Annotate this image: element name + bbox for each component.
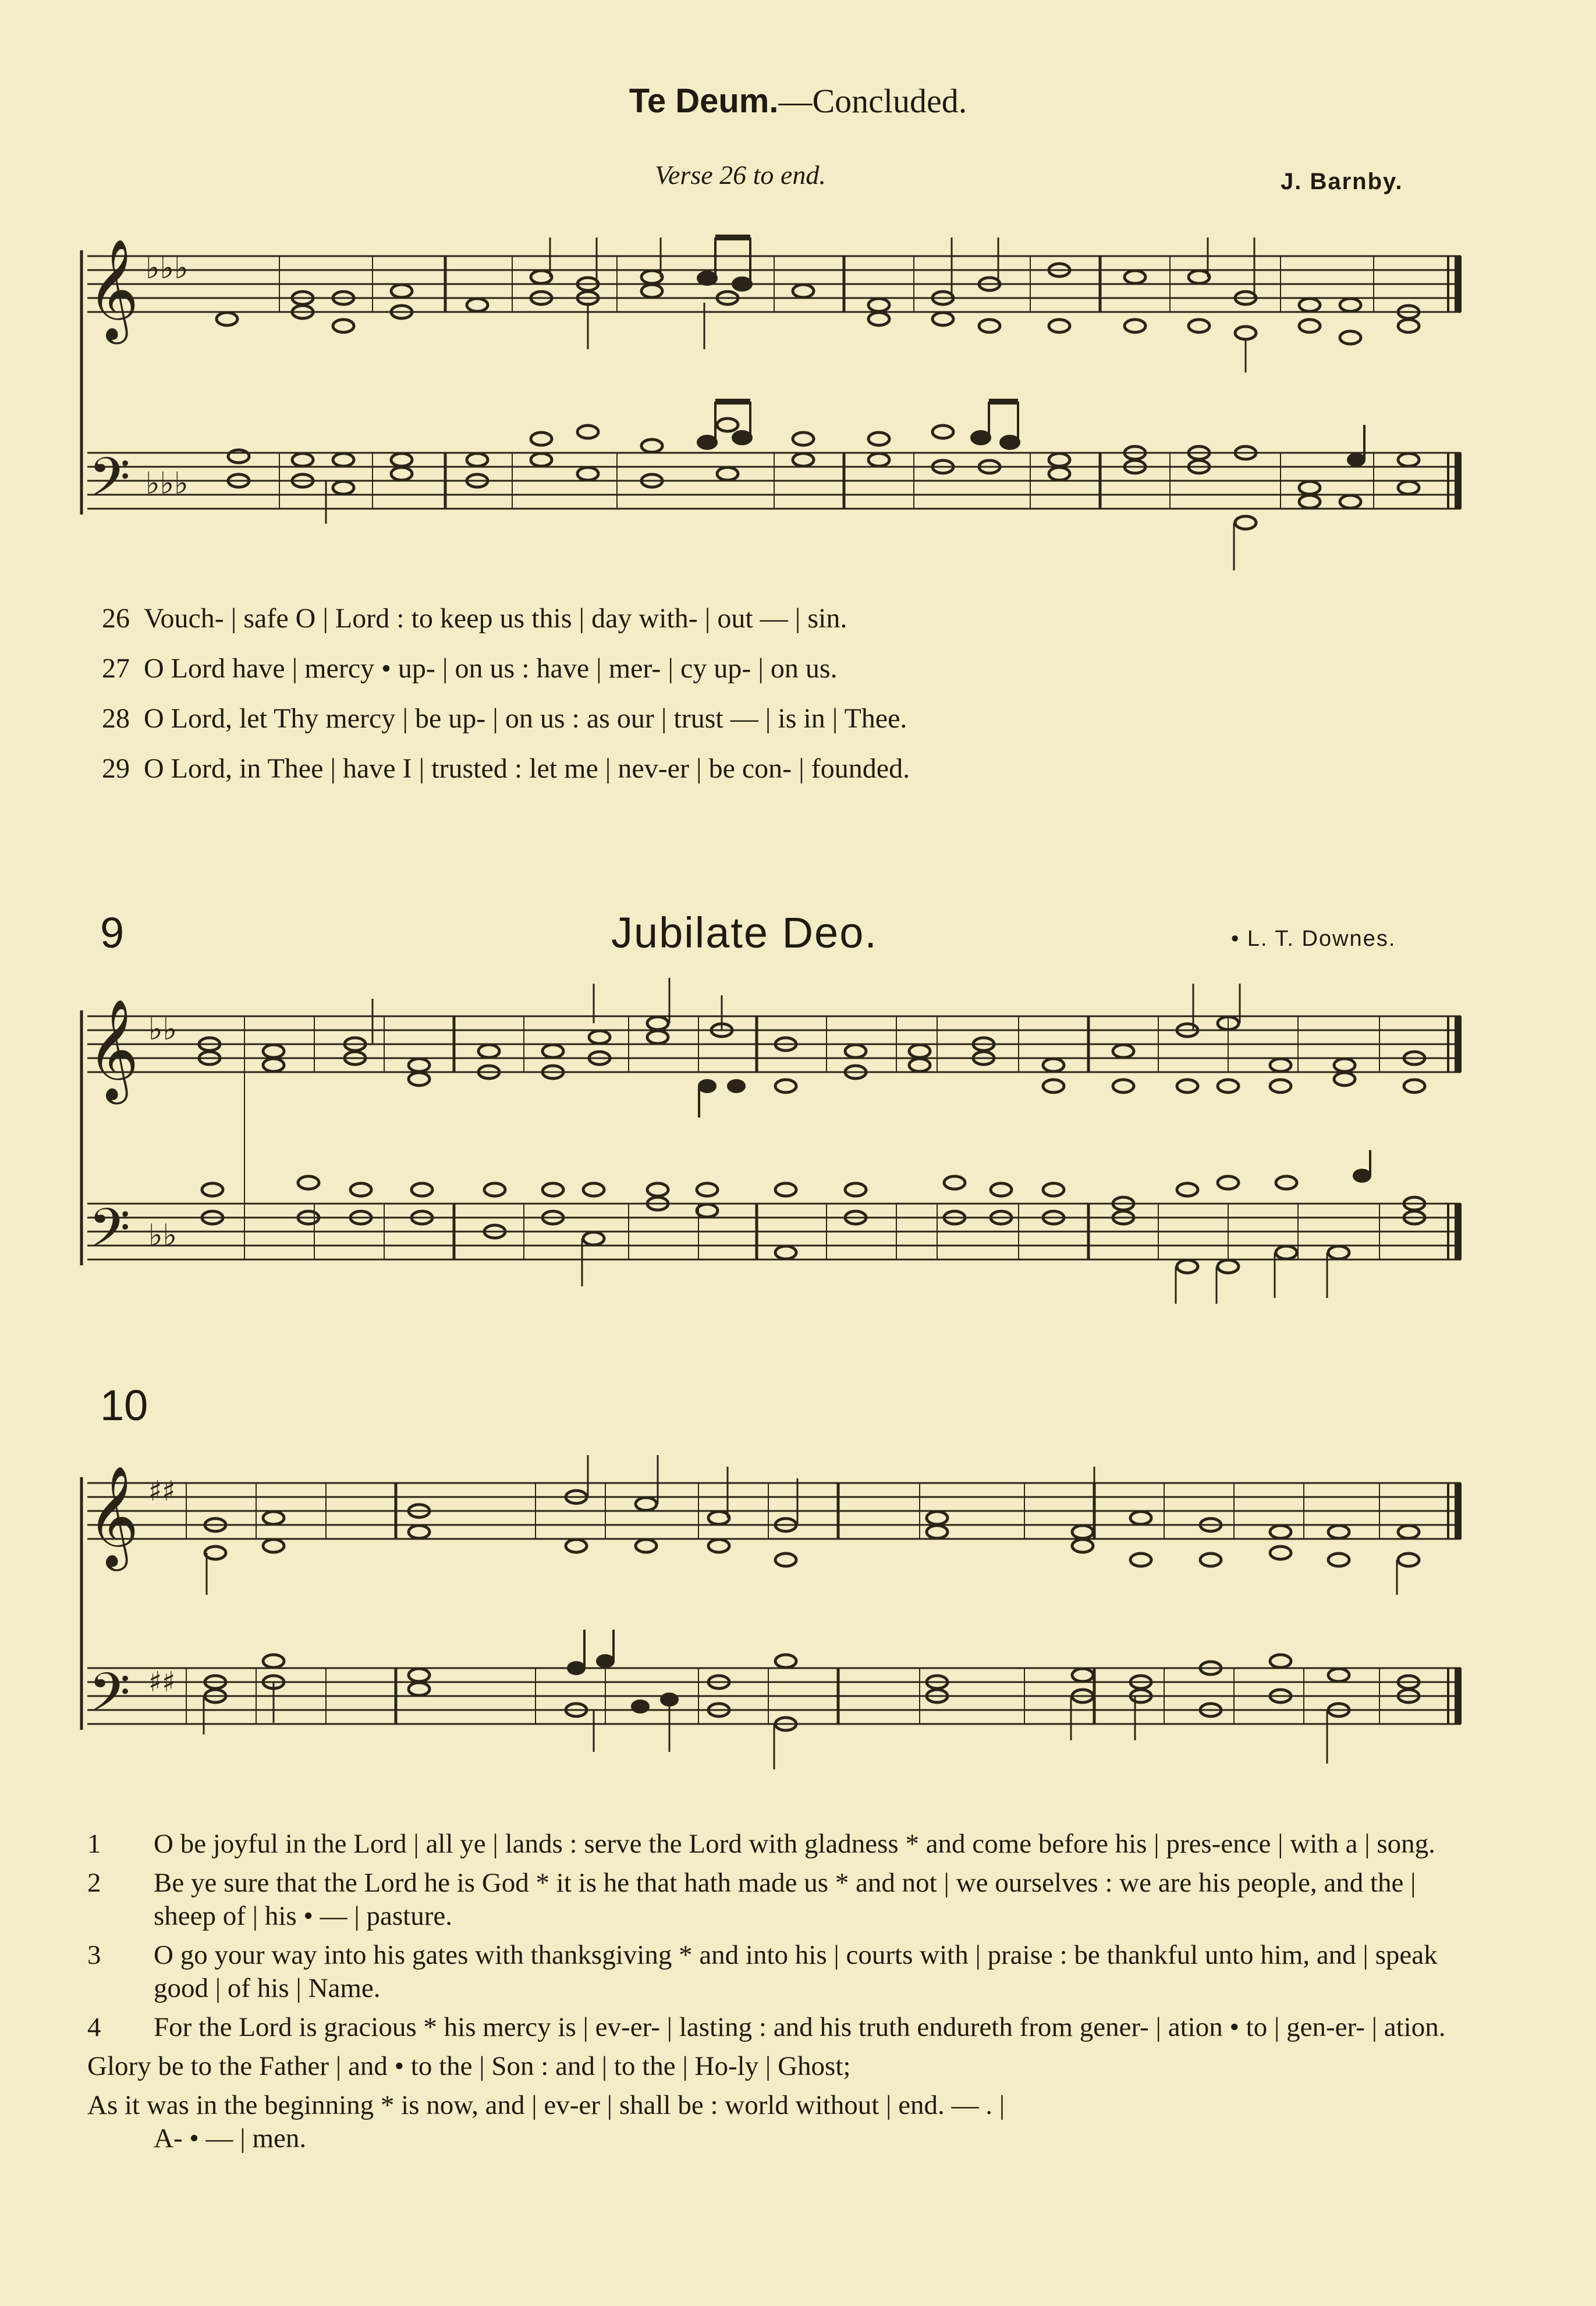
music-system-chant-10 bbox=[0, 1432, 1596, 1793]
doxology-line-2: As it was in the beginning * is now, and | ev-er | shall be : world without | end. — . | bbox=[87, 2090, 1005, 2120]
composer-downes: • L. T. Downes. bbox=[1231, 927, 1396, 951]
page-header bbox=[0, 81, 1596, 120]
svg-text:♭♭♭: ♭♭♭ bbox=[146, 466, 189, 501]
te-deum-text bbox=[102, 594, 910, 794]
header-title-suffix: —Concluded. bbox=[778, 82, 967, 120]
te-deum-line: 28 O Lord, let Thy mercy | be up- | on us : as our | trust — | is in | Thee. bbox=[102, 703, 907, 734]
svg-text:♭♭: ♭♭ bbox=[148, 1012, 178, 1047]
doxology-amen: A- • — | men. bbox=[154, 2123, 307, 2154]
music-system-jubilate bbox=[0, 978, 1596, 1327]
verse: 2 Be ye sure that the Lord he is God * it is he that hath made us * and not | we ourselves : we are his people, and the | sheep of | his • — | pasture. bbox=[87, 1868, 1416, 1931]
svg-text:𝄢: 𝄢 bbox=[88, 1662, 131, 1737]
verse: 3 O go your way into his gates with thanksgiving * and into his | courts with | praise : be thankful unto him, and | speak good | of his | Name. bbox=[87, 1940, 1438, 2003]
verse-range: Verse 26 to end. bbox=[655, 160, 826, 190]
jubilate-verses bbox=[87, 1828, 1473, 2155]
header-title: Te Deum. bbox=[629, 82, 779, 120]
svg-text:𝄢: 𝄢 bbox=[88, 1197, 131, 1273]
te-deum-line: 29 O Lord, in Thee | have I | trusted : let me | nev-er | be con- | founded. bbox=[102, 753, 910, 784]
jubilate-title: Jubilate Deo. bbox=[611, 909, 878, 957]
te-deum-line: 26 Vouch- | safe O | Lord : to keep us this | day with- | out — | sin. bbox=[102, 603, 847, 634]
svg-text:♭♭♭: ♭♭♭ bbox=[146, 251, 189, 286]
svg-text:♯♯: ♯♯ bbox=[148, 1666, 176, 1698]
verse: 4 For the Lord is gracious * his mercy is | ev-er- | lasting : and his truth endureth from gener- | ation • to | gen-er- | ation. bbox=[87, 2012, 1446, 2042]
doxology-line-1: Glory be to the Father | and • to the | Son : and | to the | Ho-ly | Ghost; bbox=[87, 2051, 851, 2081]
svg-text:♯♯: ♯♯ bbox=[148, 1475, 176, 1507]
composer-barnby: J. Barnby. bbox=[1281, 169, 1403, 194]
music-system-te-deum bbox=[0, 221, 1596, 582]
svg-text:𝄞: 𝄞 bbox=[87, 239, 139, 340]
svg-text:𝄢: 𝄢 bbox=[88, 446, 131, 522]
svg-text:𝄞: 𝄞 bbox=[87, 1466, 139, 1567]
svg-text:♭♭: ♭♭ bbox=[148, 1218, 178, 1253]
svg-text:𝄞: 𝄞 bbox=[87, 999, 139, 1100]
verse: 1 O be joyful in the Lord | all ye | lands : serve the Lord with gladness * and come before his | pres-ence | with a | song. bbox=[87, 1829, 1435, 1859]
chant-number-10: 10 bbox=[100, 1381, 148, 1429]
chant-number-9: 9 bbox=[100, 909, 125, 957]
te-deum-line: 27 O Lord have | mercy • up- | on us : have | mer- | cy up- | on us. bbox=[102, 653, 838, 684]
